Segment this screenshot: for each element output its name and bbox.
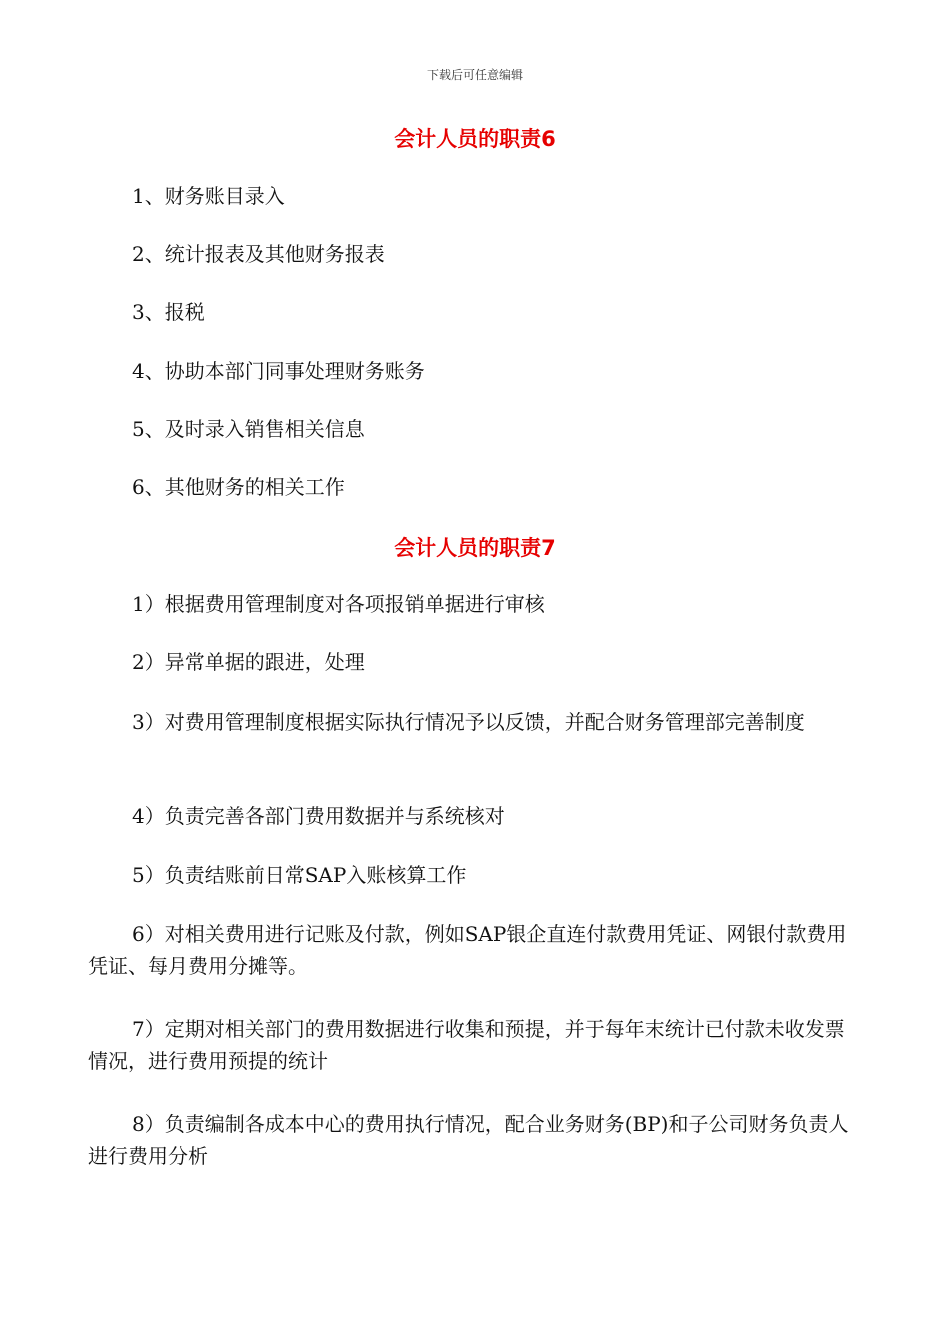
list-item: 6、其他财务的相关工作	[132, 475, 345, 499]
list-item: 4）负责完善各部门费用数据并与系统核对	[132, 804, 505, 828]
list-item: 8）负责编制各成本中心的费用执行情况，配合业务财务(BP)和子公司财务负责人进行费用分析	[88, 1112, 849, 1168]
list-item: 7）定期对相关部门的费用数据进行收集和预提，并于每年末统计已付款未收发票情况，进行费用预提的统计	[88, 1017, 845, 1073]
list-item: 1、财务账目录入	[132, 184, 285, 208]
list-item: 4、协助本部门同事处理财务账务	[132, 359, 425, 383]
list-item: 2、统计报表及其他财务报表	[132, 242, 385, 266]
list-item: 2）异常单据的跟进，处理	[132, 650, 365, 674]
list-item: 1）根据费用管理制度对各项报销单据进行审核	[132, 592, 545, 616]
section-title-7: 会计人员的职责7	[394, 536, 556, 560]
section-title-6: 会计人员的职责6	[394, 127, 556, 151]
header-note: 下载后可任意编辑	[426, 68, 523, 82]
list-item: 3、报税	[132, 300, 205, 324]
list-item: 5、及时录入销售相关信息	[132, 417, 365, 441]
list-item: 3）对费用管理制度根据实际执行情况予以反馈，并配合财务管理部完善制度	[132, 710, 805, 734]
list-item: 5）负责结账前日常SAP入账核算工作	[132, 863, 467, 887]
list-item: 6）对相关费用进行记账及付款，例如SAP银企直连付款费用凭证、网银付款费用凭证、每月费用分摊等。	[88, 922, 847, 978]
